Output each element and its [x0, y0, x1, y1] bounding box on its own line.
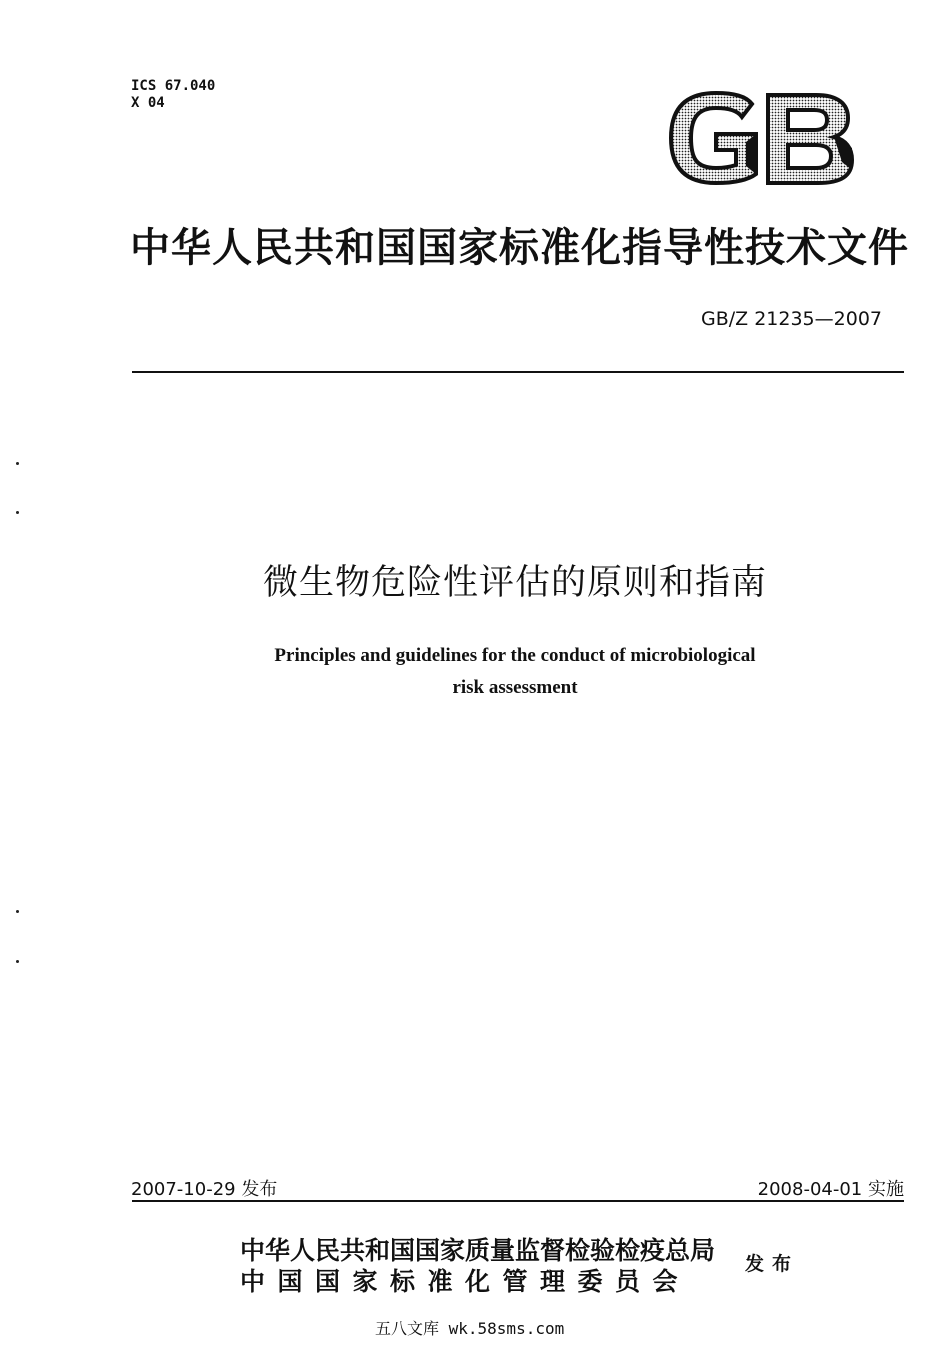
publish-label: 发布 [745, 1254, 800, 1275]
issuer-sac: 中国国家标准化管理委员会 [240, 1269, 691, 1296]
document-title-cn: 微生物危险性评估的原则和指南 [262, 563, 767, 603]
gb-logo [666, 90, 856, 186]
implementation-date: 2008-04-01 实施 [757, 1179, 904, 1200]
margin-dot [16, 462, 19, 465]
issuer-aqsiq: 中华人民共和国国家质量监督检验检疫总局 [240, 1238, 716, 1265]
logo-text: GB [666, 90, 668, 91]
margin-dot [16, 511, 19, 514]
main-heading: 中华人民共和国国家标准化指导性技术文件 [130, 225, 909, 270]
title-en-line-2: risk assessment [452, 677, 578, 698]
issue-date: 2007-10-29 发布 [131, 1179, 278, 1200]
ics-classification [131, 78, 215, 112]
ics-code: ICS 67.040 [131, 78, 216, 94]
category-code: X 04 [131, 95, 165, 111]
margin-dot [16, 960, 19, 963]
title-en-line-1: Principles and guidelines for the conduct of microbiological [274, 645, 756, 666]
watermark: 五八文库 wk.58sms.com [375, 1319, 565, 1338]
margin-dot [16, 910, 19, 913]
bottom-divider [132, 1200, 904, 1202]
top-divider [132, 371, 904, 373]
standard-number: GB/Z 21235—2007 [700, 308, 882, 330]
document-title-en [0, 640, 950, 704]
